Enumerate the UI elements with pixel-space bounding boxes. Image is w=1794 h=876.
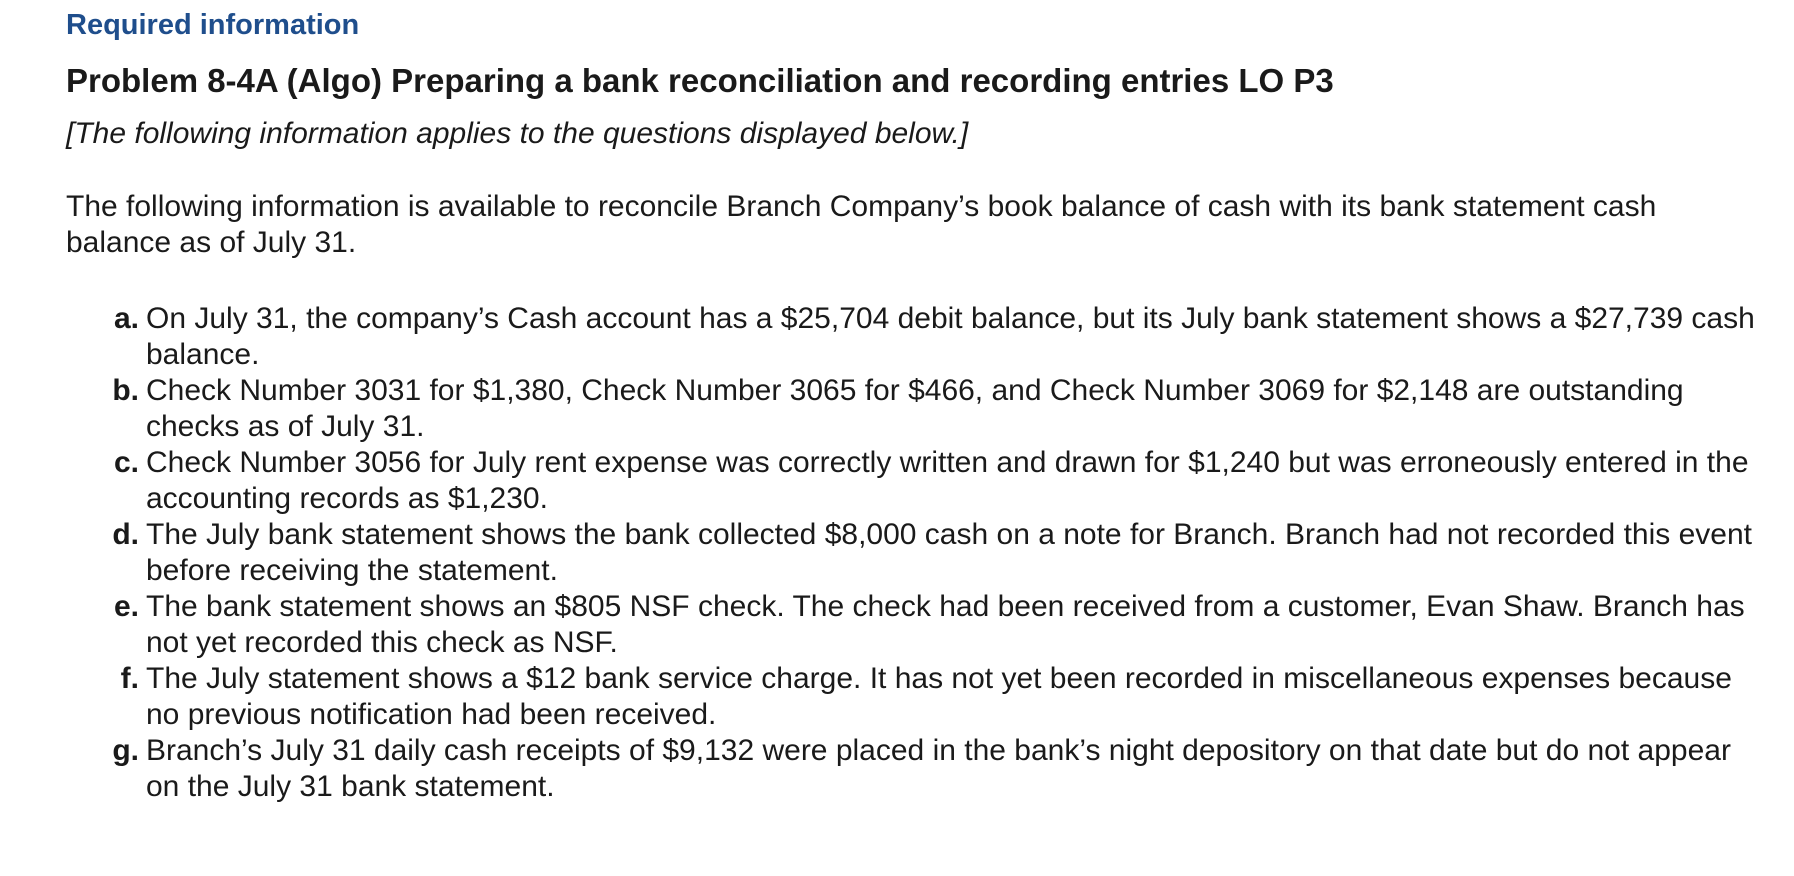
list-item bbox=[66, 589, 1794, 661]
item-letter: f. bbox=[120, 662, 139, 695]
item-text: The bank statement shows an $805 NSF check. The check had been received from a customer, Evan Shaw. Branch has not yet recorded this check as NSF. bbox=[146, 590, 1745, 659]
intro-paragraph: The following information is available to reconcile Branch Company’s book balance of cash with its bank statement cash balance as of July 31. bbox=[66, 190, 1657, 259]
item-text: The July bank statement shows the bank collected $8,000 cash on a note for Branch. Branch had not recorded this event before receiving the statement. bbox=[146, 518, 1752, 587]
item-text: Check Number 3031 for $1,380, Check Number 3065 for $466, and Check Number 3069 for $2,148 are outstanding checks as of July 31. bbox=[146, 374, 1684, 443]
list-item bbox=[66, 517, 1794, 589]
list-item bbox=[66, 733, 1794, 805]
subtitle-note: [The following information applies to the questions displayed below.] bbox=[66, 117, 969, 150]
item-letter: d. bbox=[112, 518, 139, 551]
item-text: On July 31, the company’s Cash account has a $25,704 debit balance, but its July bank statement shows a $27,739 cash balance. bbox=[146, 302, 1755, 371]
list-item bbox=[66, 445, 1794, 517]
list-item bbox=[66, 373, 1794, 445]
item-letter: b. bbox=[112, 374, 139, 407]
information-list bbox=[66, 301, 1794, 805]
list-item bbox=[66, 301, 1794, 373]
item-letter: e. bbox=[113, 590, 139, 623]
item-text: Branch’s July 31 daily cash receipts of $9,132 were placed in the bank’s night depository on that date but do not appear on the July 31 bank statement. bbox=[146, 734, 1731, 803]
problem-title: Problem 8-4A (Algo) Preparing a bank reconciliation and recording entries LO P3 bbox=[66, 62, 1334, 99]
item-text: Check Number 3056 for July rent expense was correctly written and drawn for $1,240 but was erroneously entered in the accounting records as $1,230. bbox=[146, 446, 1749, 515]
item-letter: g. bbox=[112, 734, 139, 767]
item-text: The July statement shows a $12 bank service charge. It has not yet been recorded in miscellaneous expenses because no previous notification had been received. bbox=[146, 662, 1732, 731]
required-information-heading: Required information bbox=[66, 9, 360, 41]
list-item bbox=[66, 661, 1794, 733]
item-letter: a. bbox=[113, 302, 139, 335]
item-letter: c. bbox=[113, 446, 139, 479]
